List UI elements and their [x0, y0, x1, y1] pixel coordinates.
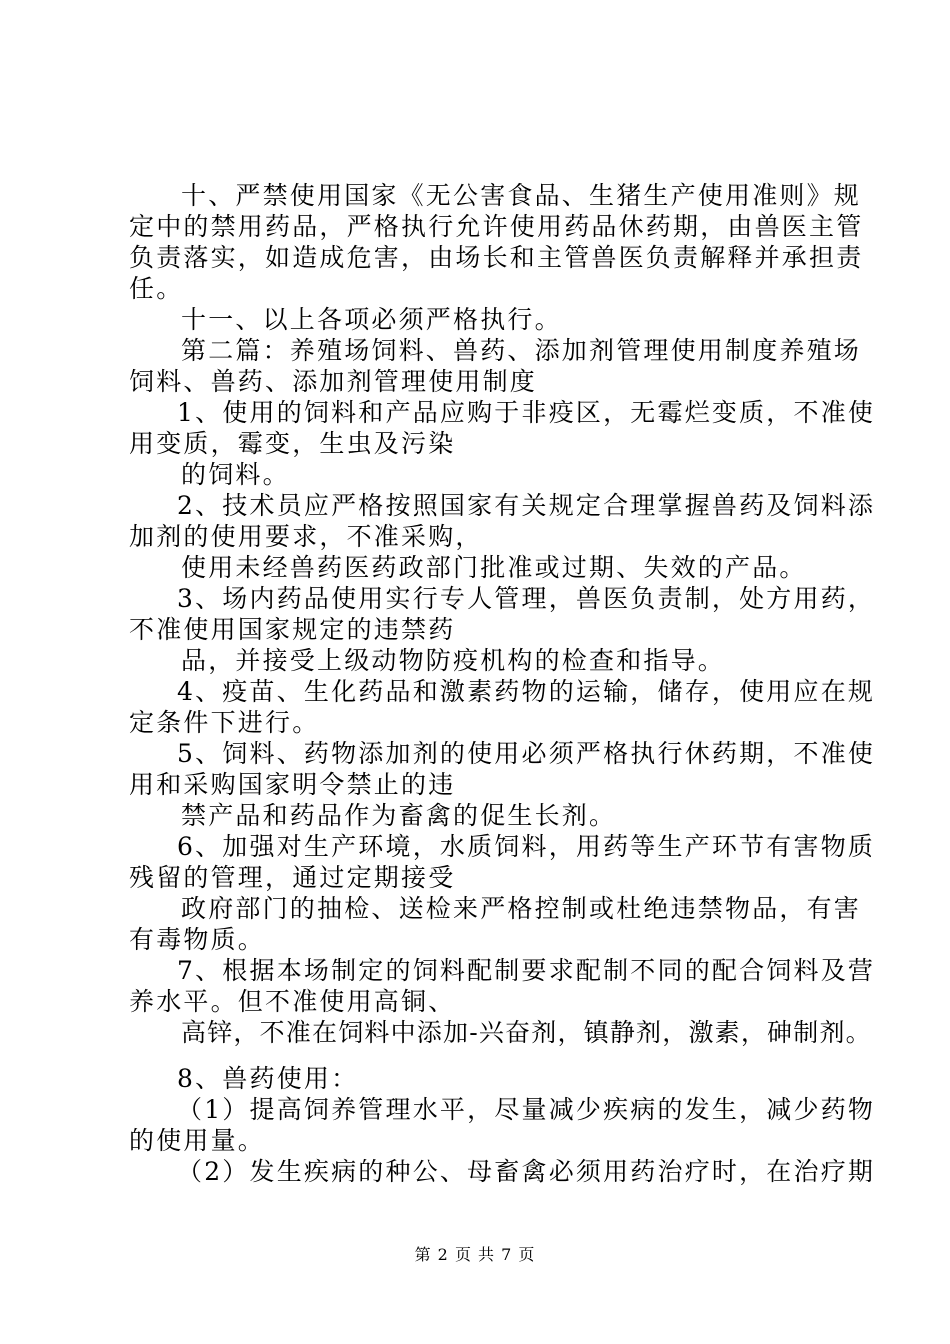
- body-line-15: 不准使用国家规定的违禁药: [129, 615, 456, 644]
- body-line-2: 定中的禁用药品，严格执行允许使用药品休药期，由兽医主管: [129, 212, 864, 241]
- body-line-1: 十、严禁使用国家《无公害食品、生猪生产使用准则》规: [181, 181, 862, 210]
- body-line-27: 养水平。但不准使用高铜、: [129, 987, 456, 1016]
- body-line-22: 6、加强对生产环境，水质饲料，用药等生产环节有害物质: [177, 832, 876, 861]
- page-number-footer: 第 2 页 共 7 页: [414, 1245, 536, 1264]
- body-line-25: 有毒物质。: [129, 925, 266, 954]
- body-line-31: 的使用量。: [129, 1126, 266, 1155]
- body-line-11: 2、技术员应严格按照国家有关规定合理掌握兽药及饲料添: [177, 491, 876, 520]
- body-line-14: 3、场内药品使用实行专人管理，兽医负责制，处方用药，: [177, 584, 876, 613]
- body-line-19: 5、饲料、药物添加剂的使用必须严格执行休药期，不准使: [177, 739, 876, 768]
- body-line-12: 加剂的使用要求，不准采购，: [129, 522, 483, 551]
- body-line-20: 用和采购国家明令禁止的违: [129, 770, 456, 799]
- body-line-17: 4、疫苗、生化药品和激素药物的运输，储存，使用应在规: [177, 677, 876, 706]
- body-line-5: 十一、以上各项必须严格执行。: [181, 305, 562, 334]
- body-line-21: 禁产品和药品作为畜禽的促生长剂。: [181, 801, 617, 830]
- body-line-8: 1、使用的饲料和产品应购于非疫区，无霉烂变质，不准使: [177, 398, 876, 427]
- body-line-16: 品，并接受上级动物防疫机构的检查和指导。: [181, 646, 726, 675]
- body-line-23: 残留的管理，通过定期接受: [129, 863, 456, 892]
- body-line-3: 负责落实，如造成危害，由场长和主管兽医负责解释并承担责: [129, 243, 864, 272]
- body-line-28: 高锌，不准在饲料中添加-兴奋剂，镇静剂，激素，砷制剂。: [181, 1018, 872, 1047]
- body-line-6: 第二篇：养殖场饲料、兽药、添加剂管理使用制度养殖场: [181, 336, 862, 365]
- body-line-9: 用变质，霉变，生虫及污染: [129, 429, 456, 458]
- body-line-4: 任。: [129, 274, 184, 303]
- body-line-7: 饲料、兽药、添加剂管理使用制度: [129, 367, 538, 396]
- body-line-26: 7、根据本场制定的饲料配制要求配制不同的配合饲料及营: [177, 956, 876, 985]
- body-line-29: 8、兽药使用：: [177, 1064, 359, 1093]
- body-line-32: （2）发生疾病的种公、母畜禽必须用药治疗时，在治疗期: [177, 1157, 876, 1186]
- body-line-13: 使用未经兽药医药政部门批准或过期、失效的产品。: [181, 553, 807, 582]
- body-line-24: 政府部门的抽检、送检来严格控制或杜绝违禁物品，有害: [181, 894, 862, 923]
- body-line-30: （1）提高饲养管理水平，尽量减少疾病的发生，减少药物: [177, 1095, 876, 1124]
- body-line-10: 的饲料。: [181, 460, 290, 489]
- body-line-18: 定条件下进行。: [129, 708, 320, 737]
